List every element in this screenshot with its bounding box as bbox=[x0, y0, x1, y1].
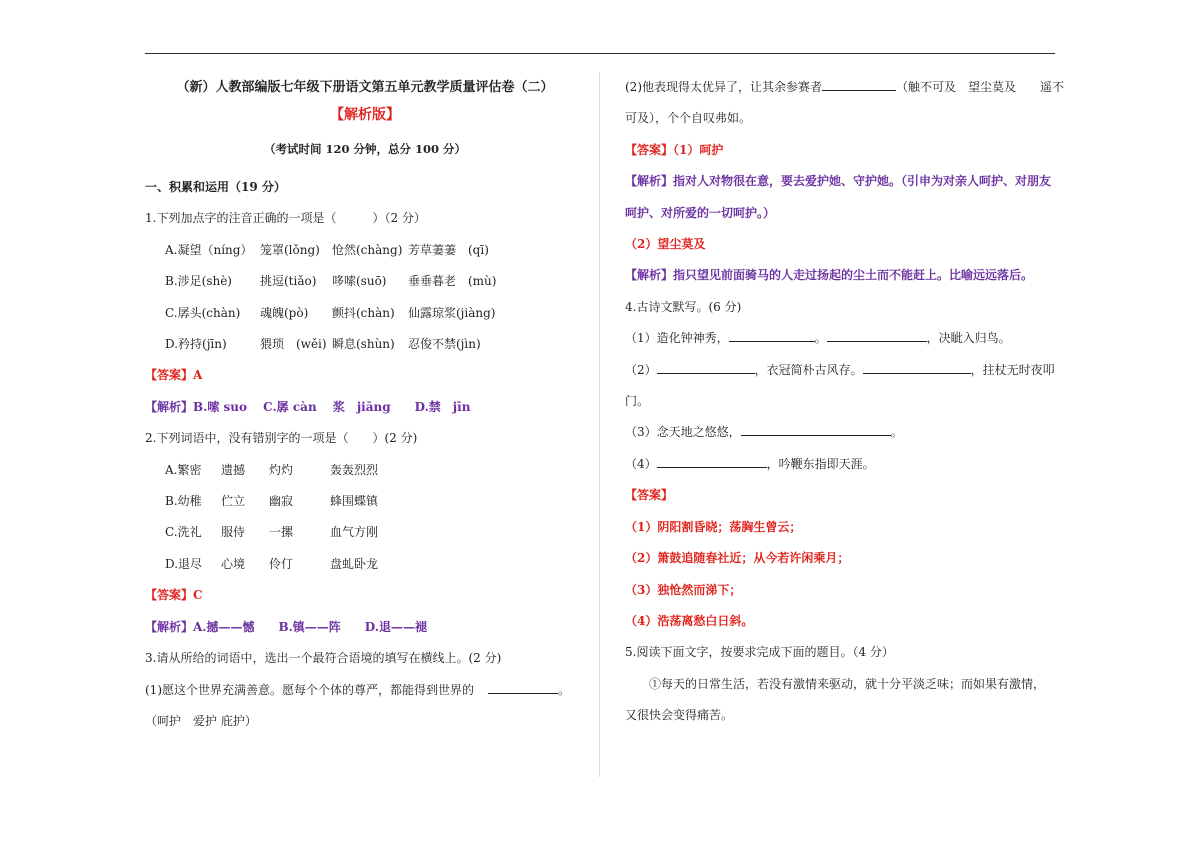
q4-answer-4: （4）浩荡离愁白日斜。 bbox=[625, 613, 754, 628]
q1-b-4: 垂垂暮老 (mù) bbox=[408, 274, 497, 289]
q1-option-a bbox=[145, 235, 585, 266]
q3-blank-1[interactable] bbox=[488, 681, 558, 694]
q4-line-4 bbox=[625, 449, 1055, 480]
q1-option-c bbox=[145, 298, 585, 329]
q4-blank-6[interactable] bbox=[657, 455, 767, 468]
q1-a-1: A.凝望（níng） bbox=[165, 242, 253, 257]
q3-answer-2: （2）望尘莫及 bbox=[625, 237, 706, 252]
q3-analysis-2: 【解析】指只望见前面骑马的人走过扬起的尘土而不能赶上。比喻远远落后。 bbox=[625, 268, 1034, 283]
q4-l1-c: ，决眦入归鸟。 bbox=[926, 331, 1011, 346]
q1-option-d bbox=[145, 329, 585, 360]
section-heading: 一、积累和运用（19 分） bbox=[145, 180, 286, 194]
exam-info: （考试时间 120 分钟，总分 100 分） bbox=[263, 142, 467, 156]
q3-part1 bbox=[145, 675, 585, 706]
q4-l2-c: ，拄杖无时夜叩 bbox=[970, 362, 1055, 377]
q3-blank-2[interactable] bbox=[822, 78, 896, 91]
q3-analysis-1: 【解析】指对人对物很在意，要去爱护她、守护她。（引申为对亲人呵护、对朋友呵护、对所爱的一切呵护。） bbox=[625, 174, 1052, 220]
q2-answer: 【答案】C bbox=[145, 588, 203, 603]
q1-answer: 【答案】A bbox=[145, 368, 203, 383]
q2-b-1: B.幼稚 bbox=[165, 494, 202, 509]
q4-stem: 4.古诗文默写。(6 分) bbox=[625, 299, 742, 314]
q1-d-1: D.矜持(jīn) bbox=[165, 337, 227, 352]
q4-line-1 bbox=[625, 323, 1055, 354]
q1-b-2: 挑逗(tiǎo) bbox=[260, 274, 317, 289]
q3-answer-1: 【答案】（1）呵护 bbox=[625, 142, 724, 157]
q1-b-3: 哆嗦(suō) bbox=[332, 274, 387, 289]
q1-b-1: B.涉足(shè) bbox=[165, 274, 232, 289]
q1-c-2: 魂魄(pò) bbox=[260, 305, 309, 320]
q3-part2-cont: 可及），个个自叹弗如。 bbox=[625, 111, 752, 126]
q1-option-b bbox=[145, 266, 585, 297]
q2-a-4: 轰轰烈烈 bbox=[330, 462, 379, 477]
q1-c-3: 颤抖(chàn) bbox=[332, 305, 395, 320]
q4-answer-label: 【答案】 bbox=[625, 488, 674, 503]
q4-blank-2[interactable] bbox=[827, 329, 927, 342]
q1-d-2: 猥琐 (wěi) bbox=[260, 337, 327, 352]
q4-line-2-cont: 门。 bbox=[625, 394, 650, 409]
q2-option-c bbox=[145, 517, 585, 548]
q3-stem: 3.请从所给的词语中，选出一个最符合语境的填写在横线上。(2 分) bbox=[145, 651, 502, 666]
q2-a-1: A.繁密 bbox=[165, 462, 202, 477]
q1-a-4: 芳草萋萋 (qī) bbox=[408, 242, 489, 257]
q2-option-d bbox=[145, 549, 585, 580]
q4-answer-2: （2）箫鼓追随春社近；从今若许闲乘月； bbox=[625, 551, 850, 566]
q4-l4-a: （4） bbox=[625, 456, 657, 471]
q2-b-4: 蜂围蝶镇 bbox=[330, 494, 379, 509]
q4-blank-3[interactable] bbox=[657, 361, 755, 374]
q1-a-2: 笼罩(lǒng) bbox=[260, 242, 320, 257]
q4-l4-b: ，吟鞭东指即天涯。 bbox=[766, 456, 875, 471]
q1-a-3: 怆然(chàng) bbox=[332, 242, 403, 257]
q2-c-3: 一摞 bbox=[269, 525, 294, 540]
q3-part2-choices: （触不可及 望尘莫及 遥不 bbox=[896, 80, 1065, 94]
q2-d-1: D.退尽 bbox=[165, 556, 203, 571]
q4-l3-a: （3）念天地之悠悠， bbox=[625, 425, 741, 440]
q4-line-2 bbox=[625, 355, 1055, 386]
q1-d-4: 忍俊不禁(jìn) bbox=[408, 337, 481, 352]
q2-analysis: 【解析】A.撼——憾 B.镇——阵 D.退——褪 bbox=[145, 619, 427, 634]
q2-d-3: 伶仃 bbox=[269, 556, 294, 571]
q2-c-4: 血气方刚 bbox=[330, 525, 379, 540]
q2-d-2: 心境 bbox=[221, 556, 246, 571]
page-title: （新）人教部编版七年级下册语文第五单元教学质量评估卷（二） bbox=[176, 80, 554, 95]
q4-blank-1[interactable] bbox=[729, 329, 815, 342]
q4-answer-1: （1）阴阳割昏晓；荡胸生曾云； bbox=[625, 519, 802, 534]
q2-option-b bbox=[145, 486, 585, 517]
page-subtitle: 【解析版】 bbox=[330, 107, 400, 123]
q2-stem: 2.下列词语中，没有错别字的一项是（ ）(2 分) bbox=[145, 431, 418, 446]
q1-c-4: 仙露琼浆(jiàng) bbox=[408, 305, 496, 320]
q3-choices: （呵护 爱护 庇护） bbox=[145, 713, 257, 728]
q4-answer-3: （3）独怆然而涕下； bbox=[625, 582, 742, 597]
q3-part2 bbox=[625, 72, 1065, 103]
q2-c-1: C.洗礼 bbox=[165, 525, 202, 540]
q4-l2-b: ，衣冠简朴古风存。 bbox=[754, 362, 863, 377]
q4-l1-b: 。 bbox=[814, 331, 827, 346]
right-column bbox=[625, 72, 1065, 732]
q4-l1-a: （1）造化钟神秀， bbox=[625, 331, 729, 346]
q2-b-3: 幽寂 bbox=[269, 494, 294, 509]
q4-l2-a: （2） bbox=[625, 362, 657, 377]
q1-stem: 1.下列加点字的注音正确的一项是（ ）（2 分） bbox=[145, 211, 426, 226]
q2-option-a bbox=[145, 455, 585, 486]
q2-b-2: 伫立 bbox=[221, 494, 246, 509]
q3-part1-text: (1)愿这个世界充满善意。愿每个个体的尊严，都能得到世界的 bbox=[145, 682, 475, 697]
column-divider bbox=[599, 72, 600, 777]
left-column bbox=[145, 72, 585, 737]
q4-blank-4[interactable] bbox=[863, 361, 971, 374]
top-rule bbox=[145, 53, 1055, 54]
q4-line-3 bbox=[625, 417, 1055, 448]
q3-part1-end: 。 bbox=[558, 682, 571, 697]
q2-a-3: 灼灼 bbox=[269, 462, 294, 477]
q2-c-2: 服侍 bbox=[221, 525, 246, 540]
q4-l3-b: 。 bbox=[890, 425, 903, 440]
q5-stem: 5.阅读下面文字，按要求完成下面的题目。（4 分） bbox=[625, 645, 894, 660]
q4-blank-5[interactable] bbox=[741, 423, 891, 436]
q3-part2-text: (2)他表现得太优异了，让其余参赛者 bbox=[625, 80, 822, 94]
q5-paragraph: ①每天的日常生活，若没有激情来驱动，就十分平淡乏味；而如果有激情，又很快会变得痛苦。 bbox=[625, 676, 1046, 723]
q2-d-4: 盘虬卧龙 bbox=[330, 556, 379, 571]
q2-a-2: 遗撼 bbox=[221, 462, 246, 477]
q1-d-3: 瞬息(shùn) bbox=[332, 337, 395, 352]
q1-c-1: C.孱头(chàn) bbox=[165, 305, 241, 320]
q1-analysis: 【解析】B.嗦 suo C.孱 càn 浆 jiāng D.禁 jīn bbox=[145, 399, 471, 414]
